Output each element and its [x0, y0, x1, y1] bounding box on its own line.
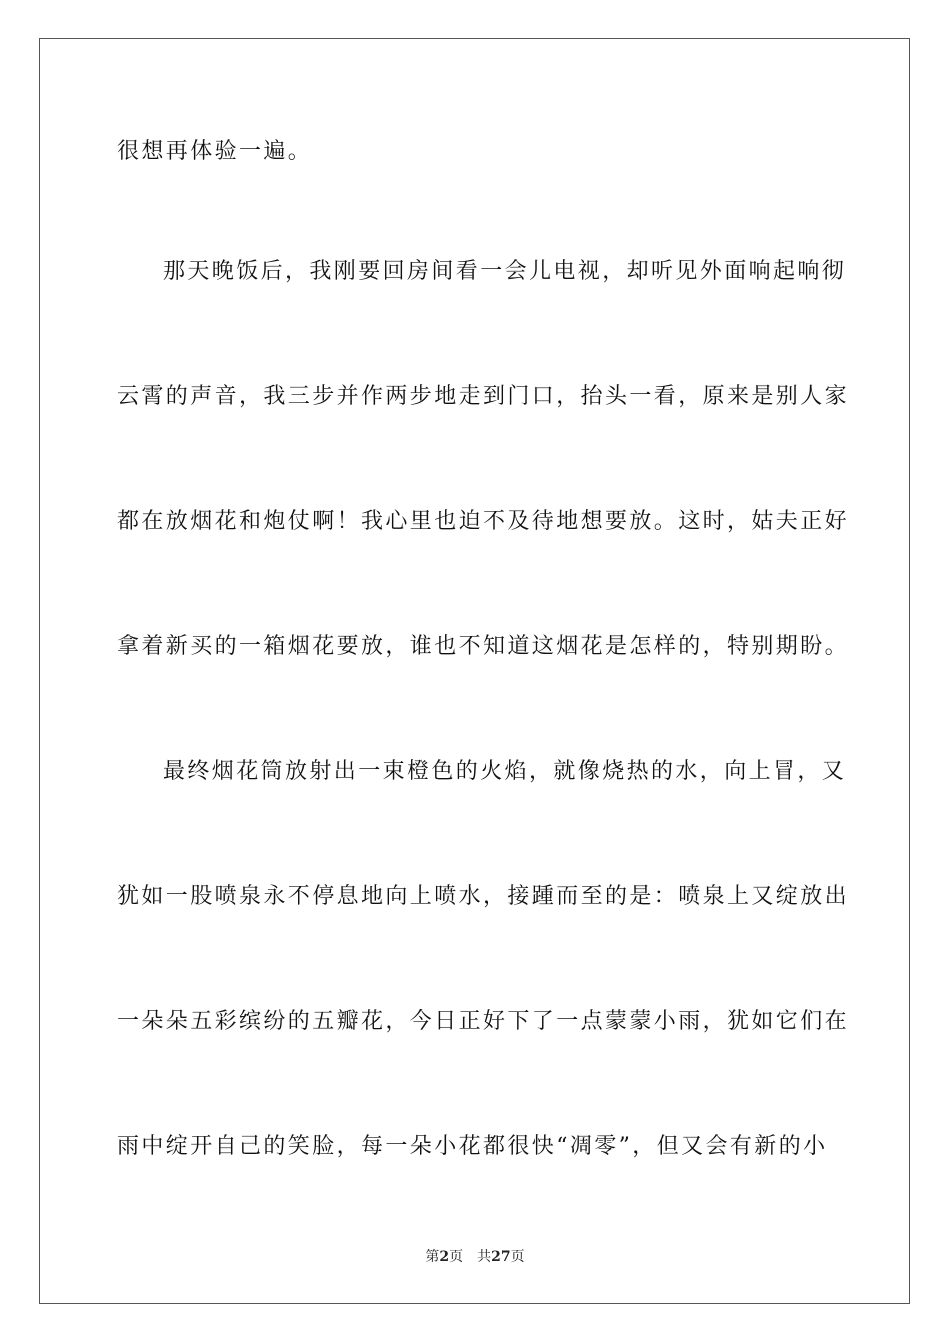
paragraph-line: 云霄的声音，我三步并作两步地走到门口，抬头一看，原来是别人家 [117, 384, 850, 409]
paragraph-first-line: 最终烟花筒放射出一束橙色的火焰，就像烧热的水，向上冒，又 [163, 759, 847, 784]
page-border [39, 38, 910, 1304]
page-suffix: 页 [449, 1249, 464, 1265]
total-pages: 27 [491, 1249, 511, 1265]
paragraph-first-line: 那天晚饭后，我刚要回房间看一会儿电视，却听见外面响起响彻 [163, 259, 847, 284]
total-suffix: 页 [510, 1249, 525, 1265]
paragraph-line: 拿着新买的一箱烟花要放，谁也不知道这烟花是怎样的，特别期盼。 [117, 634, 850, 659]
paragraph-line: 犹如一股喷泉永不停息地向上喷水，接踵而至的是：喷泉上又绽放出 [117, 884, 850, 909]
paragraph-line: 一朵朵五彩缤纷的五瓣花，今日正好下了一点蒙蒙小雨，犹如它们在 [117, 1009, 850, 1034]
page-footer [0, 1247, 950, 1267]
page-number: 2 [439, 1249, 450, 1265]
paragraph-line: 都在放烟花和炮仗啊！我心里也迫不及待地想要放。这时，姑夫正好 [117, 509, 850, 534]
paragraph-line: 雨中绽开自己的笑脸，每一朵小花都很快“凋零”，但又会有新的小 [117, 1134, 828, 1159]
total-prefix: 共 [477, 1249, 492, 1265]
paragraph-line: 很想再体验一遍。 [117, 139, 313, 164]
page-prefix: 第 [425, 1249, 440, 1265]
